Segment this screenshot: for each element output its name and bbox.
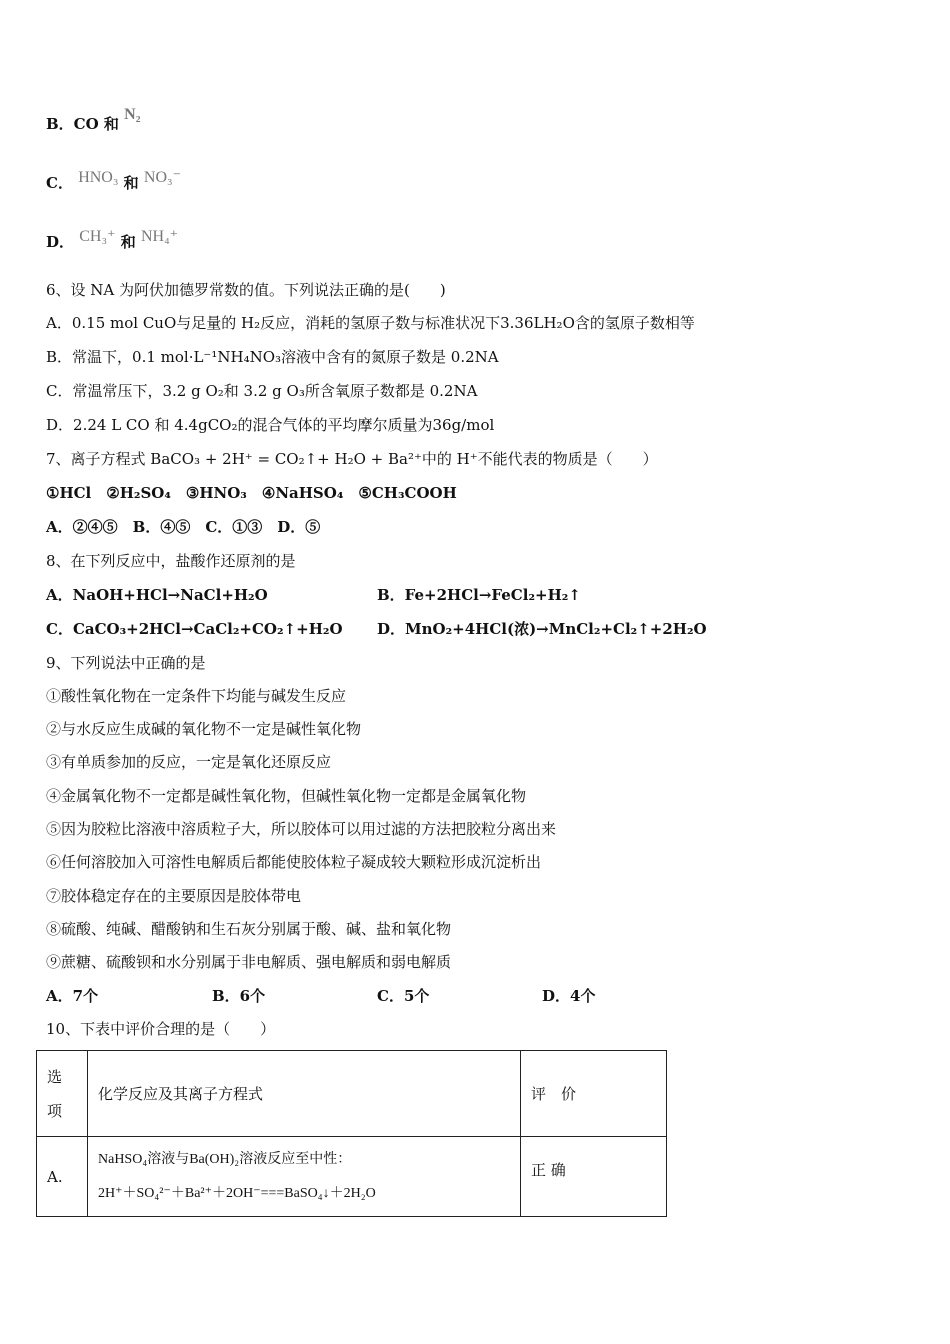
q5-b-formula: N₂	[124, 106, 141, 123]
q6-option-b: B．常温下，0.1 mol·L⁻¹NH₄NO₃溶液中含有的氮原子数是 0.2NA	[46, 348, 499, 366]
header-option-line2: 项	[47, 1101, 63, 1120]
q9-item: ④金属氧化物不一定都是碱性氧化物，但碱性氧化物一定都是金属氧化物	[46, 787, 527, 805]
q5-c-label: C．	[46, 174, 73, 192]
q9-item: ②与水反应生成碱的氧化物不一定是碱性氧化物	[46, 720, 362, 738]
q6-option-c: C．常温常压下，3.2 g O₂和 3.2 g O₃所含氧原子数都是 0.2NA	[46, 382, 478, 400]
q5-d-formula2: NH₄⁺	[140, 228, 179, 245]
q5-option-b	[46, 106, 141, 135]
row-reaction	[88, 1137, 521, 1217]
q9-item: ⑤因为胶粒比溶液中溶质粒子大，所以胶体可以用过滤的方法把胶粒分离出来	[46, 820, 557, 838]
q6-stem: 6、设 NA 为阿伏加德罗常数的值。下列说法正确的是( )	[46, 281, 446, 299]
table-row	[37, 1137, 667, 1217]
q7-stem: 7、离子方程式 BaCO₃ + 2H⁺ = CO₂↑+ H₂O + Ba²⁺中的 H⁺不能代表的物质是（ ）	[46, 450, 658, 468]
q9-item: ⑦胶体稳定存在的主要原因是胶体带电	[46, 887, 302, 905]
header-reaction: 化学反应及其离子方程式	[88, 1051, 521, 1137]
q5-c-and: 和	[123, 174, 139, 192]
q5-b-label: B．CO 和	[46, 115, 119, 133]
q5-option-d	[46, 228, 179, 253]
q5-option-c	[46, 169, 182, 194]
q5-d-and: 和	[120, 233, 136, 251]
q9-option-c: C．5个	[377, 987, 430, 1005]
header-option-line1: 选	[47, 1067, 63, 1086]
q8-option-c: C．CaCO₃+2HCl→CaCl₂+CO₂↑+H₂O	[46, 620, 343, 638]
q7-items: ①HCl ②H₂SO₄ ③HNO₃ ④NaHSO₄ ⑤CH₃COOH	[46, 484, 457, 502]
evaluation-table	[36, 1050, 667, 1217]
q9-item: ⑨蔗糖、硫酸钡和水分别属于非电解质、强电解质和弱电解质	[46, 953, 452, 971]
q9-option-d: D．4个	[542, 987, 596, 1005]
row-reaction-line1: NaHSO₄溶液与Ba(OH)₂溶液反应至中性：	[98, 1151, 352, 1167]
table-header-row	[37, 1051, 667, 1137]
q5-d-label: D．	[46, 233, 75, 251]
q8-option-b: B．Fe+2HCl→FeCl₂+H₂↑	[377, 586, 581, 604]
row-evaluation: 正 确	[521, 1137, 667, 1217]
row-reaction-equation: 2H⁺＋SO₄²⁻＋Ba²⁺＋2OH⁻===BaSO₄↓＋2H₂O	[98, 1185, 376, 1201]
q6-option-a: A．0.15 mol CuO与足量的 H₂反应，消耗的氢原子数与标准状况下3.36LH₂O含的氢原子数相等	[46, 314, 695, 332]
q9-stem: 9、下列说法中正确的是	[46, 654, 206, 672]
q9-item: ③有单质参加的反应，一定是氧化还原反应	[46, 753, 332, 771]
q9-item: ⑥任何溶胶加入可溶性电解质后都能使胶体粒子凝成较大颗粒形成沉淀析出	[46, 853, 542, 871]
q5-c-formula2: NO₃⁻	[143, 169, 182, 186]
q6-option-d: D．2.24 L CO 和 4.4gCO₂的混合气体的平均摩尔质量为36g/mol	[46, 416, 495, 434]
header-option	[37, 1051, 88, 1137]
q8-stem: 8、在下列反应中，盐酸作还原剂的是	[46, 552, 296, 570]
q5-d-formula1: CH₃⁺	[79, 228, 116, 245]
q9-item: ①酸性氧化物在一定条件下均能与碱发生反应	[46, 687, 347, 705]
q8-option-a: A．NaOH+HCl→NaCl+H₂O	[46, 586, 268, 604]
q10-stem: 10、下表中评价合理的是（ ）	[46, 1020, 276, 1038]
q5-c-formula1: HNO₃	[78, 169, 119, 186]
q9-item: ⑧硫酸、纯碱、醋酸钠和生石灰分别属于酸、碱、盐和氧化物	[46, 920, 452, 938]
q9-option-a: A．7个	[46, 987, 99, 1005]
row-option: A.	[37, 1137, 88, 1217]
q7-options: A．②④⑤ B．④⑤ C．①③ D．⑤	[46, 518, 321, 536]
q8-option-d: D．MnO₂+4HCl(浓)→MnCl₂+Cl₂↑+2H₂O	[377, 620, 707, 638]
header-evaluation: 评 价	[521, 1051, 667, 1137]
q9-option-b: B．6个	[212, 987, 266, 1005]
